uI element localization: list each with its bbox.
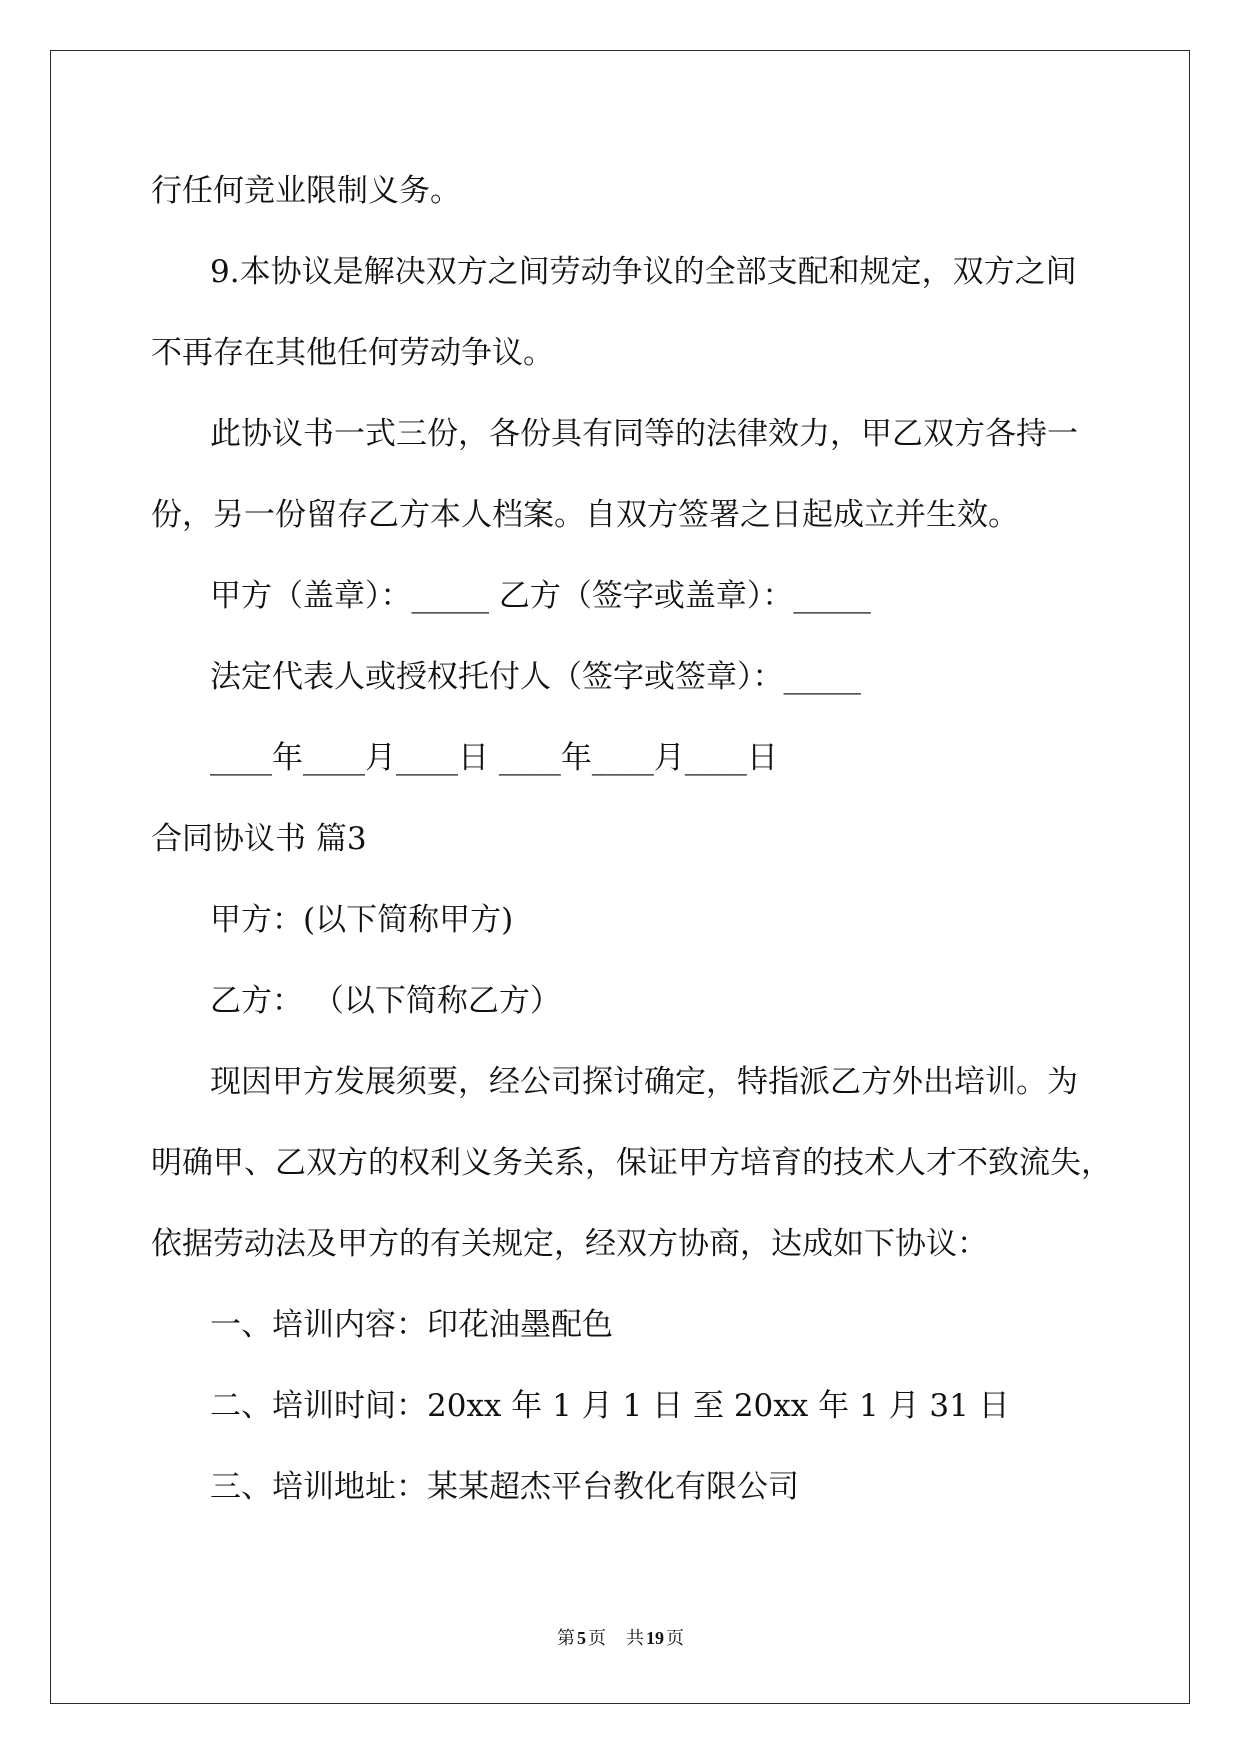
legal-representative-signature-line: 法定代表人或授权托付人（签字或签章）：_____ [210,659,861,695]
clause-9-line: 不再存在其他任何劳动争议。 [151,335,554,371]
closing-paragraph-line: 此协议书一式三份，各份具有同等的法律效力，甲乙双方各持一 [210,416,1078,452]
footer-total-pages: 19 [646,1628,664,1648]
party-a-line: 甲方：(以下简称甲方) [210,902,514,938]
footer-page-suffix: 页 [588,1628,606,1649]
party-b-line: 乙方： （以下简称乙方） [210,983,561,1019]
footer-total-prefix: 共 [626,1628,644,1649]
footer-page-prefix: 第 [557,1628,575,1649]
preamble-line: 依据劳动法及甲方的有关规定，经双方协商，达成如下协议： [151,1226,988,1262]
training-time-line: 二、培训时间：20xx 年 1 月 1 日 至 20xx 年 1 月 31 日 [210,1388,1010,1424]
party-seal-line: 甲方（盖章）：_____ 乙方（签字或盖章）：_____ [210,578,871,614]
footer-page-number: 5 [577,1628,586,1648]
training-location-line: 三、培训地址：某某超杰平台教化有限公司 [210,1469,799,1505]
page-footer [0,1626,1241,1651]
section-heading: 合同协议书 篇3 [151,821,367,857]
closing-paragraph-line: 份，另一份留存乙方本人档案。自双方签署之日起成立并生效。 [151,497,1019,533]
preamble-line: 明确甲、乙双方的权利义务关系，保证甲方培育的技术人才不致流失， [151,1145,1112,1181]
signing-date-line: ____年____月____日 ____年____月____日 [210,740,778,776]
preamble-line: 现因甲方发展须要，经公司探讨确定，特指派乙方外出培训。为 [210,1064,1078,1100]
document-body [151,151,1151,1528]
paragraph-continuation-line: 行任何竞业限制义务。 [151,173,461,209]
clause-9-line: 9.本协议是解决双方之间劳动争议的全部支配和规定，双方之间 [210,254,1077,290]
footer-total-suffix: 页 [666,1628,684,1649]
training-content-line: 一、培训内容：印花油墨配色 [210,1307,613,1343]
